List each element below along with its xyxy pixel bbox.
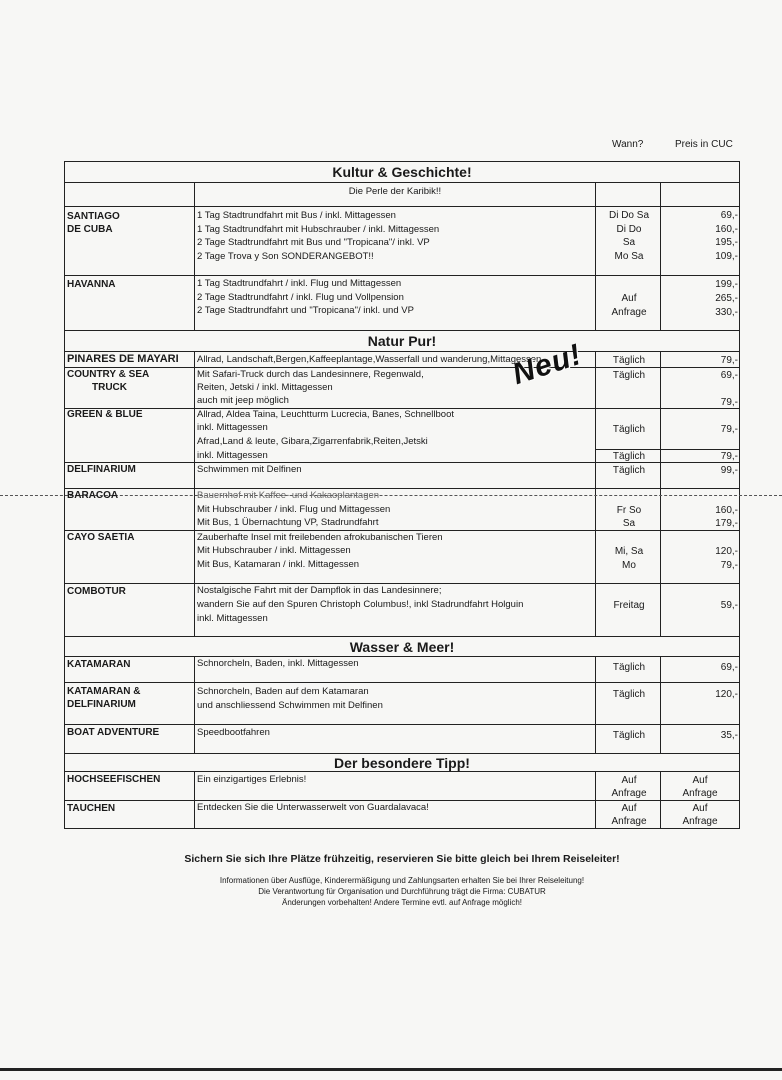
offer-when: Täglich [612, 662, 646, 673]
section-title-tipp: Der besondere Tipp! [334, 755, 470, 771]
offer-when: Auf [621, 293, 637, 304]
offer-price: 195,- [715, 237, 738, 248]
offer-line: Afrad,Land & leute, Gibara,Zigarrenfabrik,Reiten,Jetski [197, 436, 428, 447]
location-cayo-saetia: CAYO SAETIA [67, 532, 135, 543]
offer-when: Di Do Sa [608, 210, 649, 221]
footer-info: Die Verantwortung für Organisation und Durchführung trägt die Firma: CUBATUR [258, 887, 546, 896]
offer-when: Fr So [616, 505, 642, 516]
offer-price: 179,- [715, 518, 738, 529]
row-divider [64, 206, 740, 207]
section-title-kultur: Kultur & Geschichte! [332, 164, 472, 180]
offer-when: Anfrage [611, 816, 647, 827]
location-combotur: COMBOTUR [67, 586, 126, 597]
offer-when: Täglich [612, 730, 646, 741]
offer-line: auch mit jeep möglich [197, 395, 289, 406]
offer-line: inkl. Mittagessen [197, 613, 268, 624]
col-divider [595, 656, 596, 753]
row-divider [595, 449, 740, 450]
offer-line: Mit Safari-Truck durch das Landesinnere, Regenwald, [197, 369, 424, 380]
row-divider [64, 330, 740, 331]
section-title-natur: Natur Pur! [367, 333, 437, 349]
col-divider [660, 351, 661, 636]
offer-when: Mo Sa [614, 251, 644, 262]
offer-line: Bauernhof mit Kaffee- und Kakaoplantagen [197, 490, 380, 501]
offer-when: Auf [621, 803, 637, 814]
offer-price: 69,- [720, 210, 738, 221]
offer-line: Reiten, Jetski / inkl. Mittagessen [197, 382, 333, 393]
offer-line: Nostalgische Fahrt mit der Dampflok in das Landesinnere; [197, 585, 442, 596]
offer-price: Auf [692, 803, 708, 814]
col-divider [194, 656, 195, 753]
offer-price: 79,- [720, 424, 738, 435]
offer-when: Täglich [612, 370, 646, 381]
row-divider [64, 771, 740, 772]
offer-price: 160,- [715, 505, 738, 516]
row-divider [64, 636, 740, 637]
offer-line: Schwimmen mit Delfinen [197, 464, 302, 475]
row-divider [64, 182, 740, 183]
offer-when: Täglich [612, 465, 646, 476]
location-boat-adventure: BOAT ADVENTURE [67, 727, 160, 738]
location-delfinarium: DELFINARIUM [67, 464, 136, 475]
offer-line: Zauberhafte Insel mit freilebenden afrokubanischen Tieren [197, 532, 443, 543]
offer-when: Täglich [612, 451, 646, 462]
location-havanna: HAVANNA [67, 279, 116, 290]
location-katamaran: KATAMARAN [67, 659, 131, 670]
offer-price: 199,- [715, 279, 738, 290]
row-divider [64, 724, 740, 725]
offer-line: 2 Tage Trova y Son SONDERANGEBOT!! [197, 251, 374, 262]
offer-price: 69,- [720, 662, 738, 673]
offer-when: Mi, Sa [614, 546, 644, 557]
offer-when: Mo [622, 560, 636, 571]
offer-price: 109,- [715, 251, 738, 262]
offer-line: Ein einzigartiges Erlebnis! [197, 774, 307, 785]
offer-line: 2 Tage Stadtrundfahrt mit Bus und "Tropicana"/ inkl. VP [197, 237, 430, 248]
offer-price: 99,- [720, 465, 738, 476]
offer-price: 59,- [720, 600, 738, 611]
offer-when: Freitag [613, 600, 645, 611]
offer-price: 120,- [715, 546, 738, 557]
offer-when: Di Do [616, 224, 642, 235]
offer-line: Allrad, Aldea Taina, Leuchtturm Lucrecia, Banes, Schnellboot [197, 409, 455, 420]
offer-line: 1 Tag Stadtrundfahrt / inkl. Flug und Mittagessen [197, 278, 402, 289]
location-santiago: SANTIAGO DE CUBA [67, 211, 120, 235]
offer-line: Speedbootfahren [197, 727, 270, 738]
row-divider [64, 753, 740, 754]
offer-line: 2 Tage Stadtrundfahrt / inkl. Flug und Vollpension [197, 292, 404, 303]
when-header: Wann? [612, 139, 644, 150]
offer-line: Mit Hubschrauber / inkl. Flug und Mittagessen [197, 504, 391, 515]
offer-line: Schnorcheln, Baden, inkl. Mittagessen [197, 658, 359, 669]
location-tauchen: TAUCHEN [67, 803, 116, 814]
offer-line: 1 Tag Stadtrundfahrt mit Bus / inkl. Mittagessen [197, 210, 396, 221]
section-title-wasser: Wasser & Meer! [349, 639, 455, 655]
offer-when: Täglich [612, 355, 646, 366]
offer-price: 265,- [715, 293, 738, 304]
offer-line: 2 Tage Stadtrundfahrt und "Tropicana"/ inkl. und VP [197, 305, 414, 316]
booking-note: Sichern Sie sich Ihre Plätze frühzeitig, reservieren Sie bitte gleich bei Ihrem Reiseleiter! [184, 853, 620, 865]
footer-info: Änderungen vorbehalten! Andere Termine evtl. auf Anfrage möglich! [281, 898, 522, 907]
offer-line: Mit Bus, 1 Übernachtung VP, Stadrundfahrt [197, 517, 379, 528]
offer-price: 120,- [715, 689, 738, 700]
col-divider [194, 771, 195, 829]
location-country-sea: COUNTRY & SEA TRUCK [67, 369, 150, 393]
offer-price: Anfrage [682, 788, 718, 799]
offer-when: Auf [621, 775, 637, 786]
footer-info: Informationen über Ausflüge, Kinderermäßigung und Zahlungsarten erhalten Sie bei Ihrer Reiseleitung! [219, 876, 585, 885]
offer-line: 1 Tag Stadtrundfahrt mit Hubschrauber / inkl. Mittagessen [197, 224, 440, 235]
row-divider [64, 275, 740, 276]
scan-edge [0, 1068, 782, 1071]
location-green-blue: GREEN & BLUE [67, 409, 143, 420]
offer-when: Anfrage [611, 307, 647, 318]
col-divider [595, 182, 596, 330]
row-divider [64, 682, 740, 683]
col-divider [595, 771, 596, 829]
offer-when: Sa [622, 518, 636, 529]
location-baracoa: BARACOA [67, 490, 119, 501]
offer-when: Täglich [612, 689, 646, 700]
offer-price: 79,- [720, 397, 738, 408]
offer-price: 69,- [720, 370, 738, 381]
offer-line: und anschliessend Schwimmen mit Delfinen [197, 700, 383, 711]
col-divider [194, 351, 195, 636]
offer-price: Auf [692, 775, 708, 786]
offer-price: 79,- [720, 355, 738, 366]
offer-line: wandern Sie auf den Spuren Christoph Columbus!, inkl Stadrundfahrt Holguin [197, 599, 524, 610]
offer-price: 79,- [720, 451, 738, 462]
price-header: Preis in CUC [675, 139, 733, 150]
section-subtitle: Die Perle der Karibik!! [348, 186, 442, 197]
offer-when: Anfrage [611, 788, 647, 799]
location-hochseefischen: HOCHSEEFISCHEN [67, 774, 161, 785]
offer-line: Schnorcheln, Baden auf dem Katamaran [197, 686, 369, 697]
offer-price: 79,- [720, 560, 738, 571]
offer-line: Mit Hubschrauber / inkl. Mittagessen [197, 545, 351, 556]
offer-line: Entdecken Sie die Unterwasserwelt von Guardalavaca! [197, 802, 429, 813]
offer-price: 160,- [715, 224, 738, 235]
offer-when: Täglich [612, 424, 646, 435]
offer-price: 35,- [720, 730, 738, 741]
location-katamaran-delfinarium: KATAMARAN & DELFINARIUM [67, 686, 141, 710]
offer-line: inkl. Mittagessen [197, 422, 268, 433]
offer-line: inkl. Mittagessen [197, 450, 268, 461]
new-stamp: Neu! [508, 337, 586, 392]
location-pinares: PINARES DE MAYARI [67, 353, 179, 365]
offer-price: Anfrage [682, 816, 718, 827]
offer-price: 330,- [715, 307, 738, 318]
offer-line: Allrad, Landschaft,Bergen,Kaffeeplantage,Wasserfall und wanderung,Mittagessen [197, 354, 542, 365]
col-divider [194, 182, 195, 330]
offer-when: Sa [622, 237, 636, 248]
col-divider [595, 351, 596, 636]
row-divider [64, 351, 740, 352]
offer-line: Mit Bus, Katamaran / inkl. Mittagessen [197, 559, 360, 570]
